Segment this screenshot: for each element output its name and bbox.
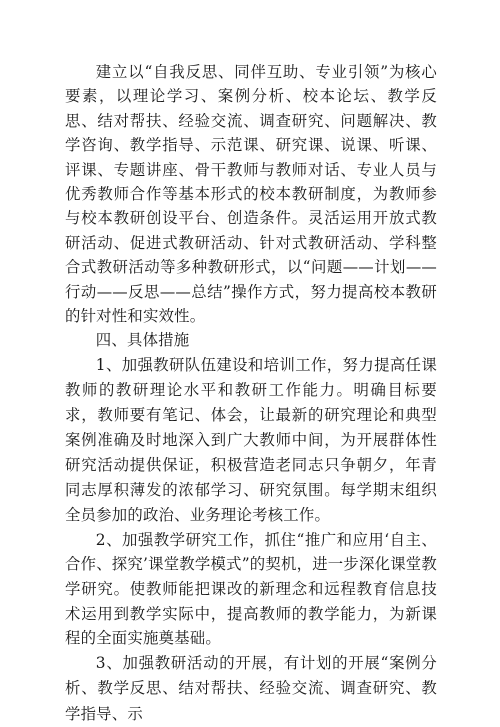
paragraph-measure-2: 2、加强教学研究工作，抓住“推广和应用‘自主、合作、探究’课堂教学模式”的契机，进一步深化课堂教学研究。使教师能把课改的新理念和远程教育信息技术运用到教学实际中，提高教师的教学能力，为新课程的全面实施奠基础。 — [65, 530, 437, 648]
section-heading-specific-measures: 四、具体措施 — [95, 331, 190, 350]
paragraph-measure-3: 3、加强教研活动的开展，有计划的开展“案例分析、教学反思、结对帮扶、经验交流、调查研究、教学指导、示 — [65, 653, 437, 723]
paragraph-measure-1: 1、加强教研队伍建设和培训工作，努力提高任课教师的教研理论水平和教研工作能力。明确目标要求，教师要有笔记、体会，让最新的研究理论和典型案例准确及时地深入到广大教师中间，为开展群体性研究活动提供保证，积极营造老同志只争朝夕，年青同志厚积薄发的浓郁学习、研究氛围。每学期末组织全员参加的政治、业务理论考核工作。 — [65, 355, 437, 524]
paragraph-core-elements: 建立以“自我反思、同伴互助、专业引领”为核心要素，以理论学习、案例分析、校本论坛、教学反思、结对帮扶、经验交流、调查研究、问题解决、教学咨询、教学指导、示范课、研究课、说课、听课、评课、专题讲座、骨干教师与教师对话、专业人员与优秀教师合作等基本形式的校本教研制度，为教师参与校本教研创设平台、创造条件。灵活运用开放式教研活动、促进式教研活动、针对式教研活动、学科整合式教研活动等多种教研形式，以“问题——计划——行动——反思——总结”操作方式，努力提高校本教研的针对性和实效性。 — [65, 63, 437, 326]
document-page — [65, 60, 437, 727]
